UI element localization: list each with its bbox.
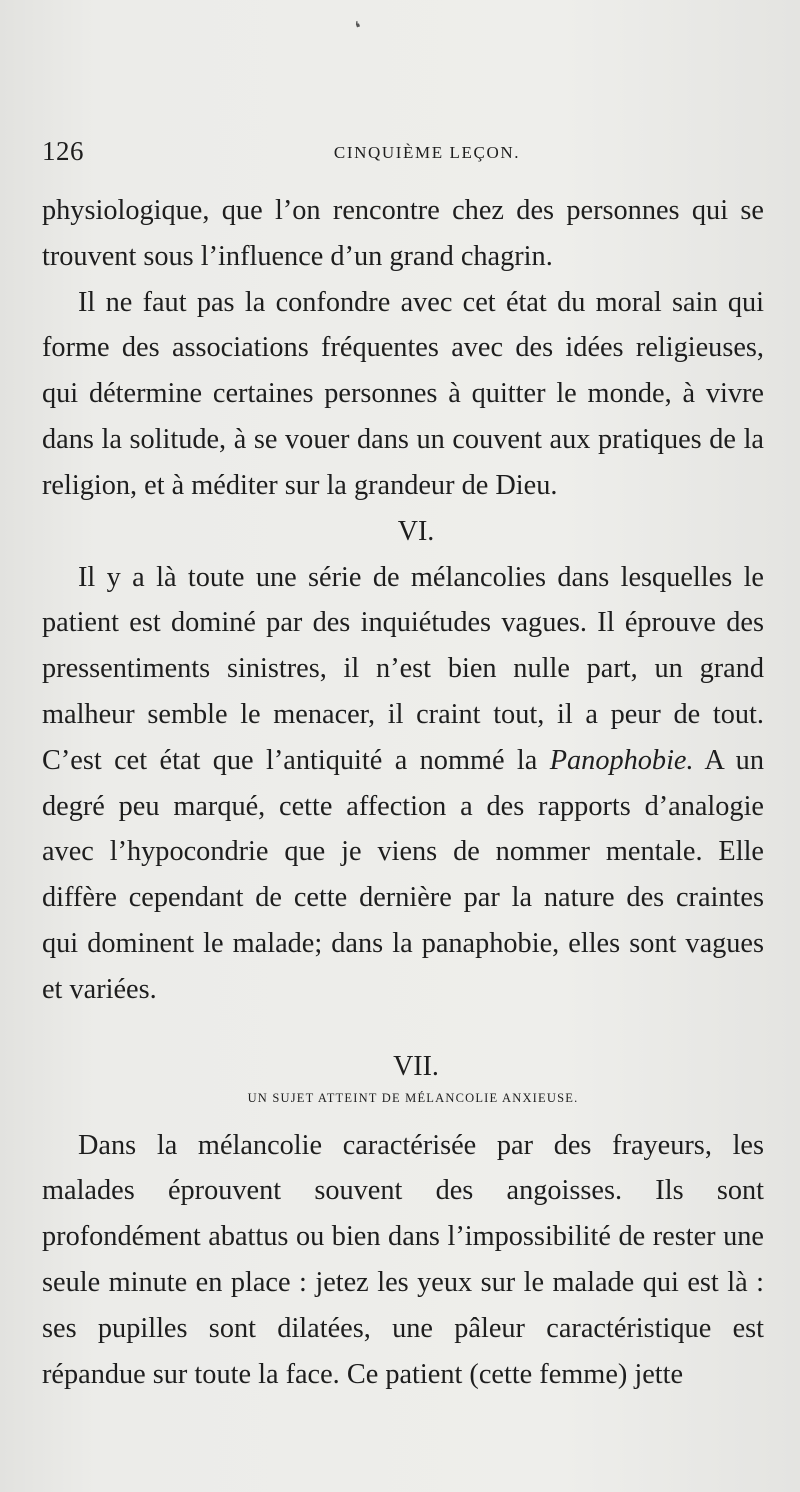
running-title: CINQUIÈME LEÇON. [333, 143, 521, 162]
paragraph-continuation: physiologique, que l’on rencontre chez des personnes qui se trouvent sous l’influence d’un grand chagrin. [42, 195, 764, 272]
section-heading-vii: VII. [393, 1050, 439, 1082]
paragraph-panophobie [42, 555, 764, 1013]
paragraph-panophobie-end: A un degré peu marqué, cette affection a des rapports d’analogie avec l’hypocondrie que je viens de nommer mentale. Elle diffère cependant de cette dernière par la nature des craintes qui dominent le malade; dans la panaphobie, elles sont vagues et variées. [42, 744, 764, 1005]
page-header [42, 136, 764, 176]
section-heading-vi: VI. [397, 515, 435, 547]
paragraph-melancolie-anxieuse: Dans la mélancolie caractérisée par des frayeurs, les malades éprouvent souvent des angoisses. Ils sont profondément abattus ou bien dans l’impossibilité de rester une seule minute en place : jetez les yeux sur le malade qui est là : ses pupilles sont dilatées, une pâleur caractéristique est répandue sur toute la face. Ce patient (cette femme) jette [42, 1129, 764, 1390]
ink-mark-icon: ❛ [352, 17, 365, 39]
term-panophobie: Panophobie. [549, 744, 694, 776]
section-subheading: UN SUJET ATTEINT DE MÉLANCOLIE ANXIEUSE. [247, 1090, 579, 1105]
paragraph-confusion: Il ne faut pas la confondre avec cet état du moral sain qui forme des associations fréquentes avec des idées religieuses, qui détermine certaines personnes à quitter le monde, à vivre dans la solitude, à se vouer dans un couvent aux pratiques de la religion, et à méditer sur la grandeur de Dieu. [42, 286, 764, 501]
page-number: 126 [42, 136, 84, 166]
paragraph-panophobie-start: Il y a là toute une série de mélancolies dans lesquelles le patient est dominé par des inquiétudes vagues. Il éprouve des pressentiments sinistres, il n’est bien nulle part, un grand malheur semble le menacer, il craint tout, il a peur de tout. C’est cet état que l’antiquité a nommé la [42, 561, 764, 776]
page-body [42, 188, 764, 1397]
